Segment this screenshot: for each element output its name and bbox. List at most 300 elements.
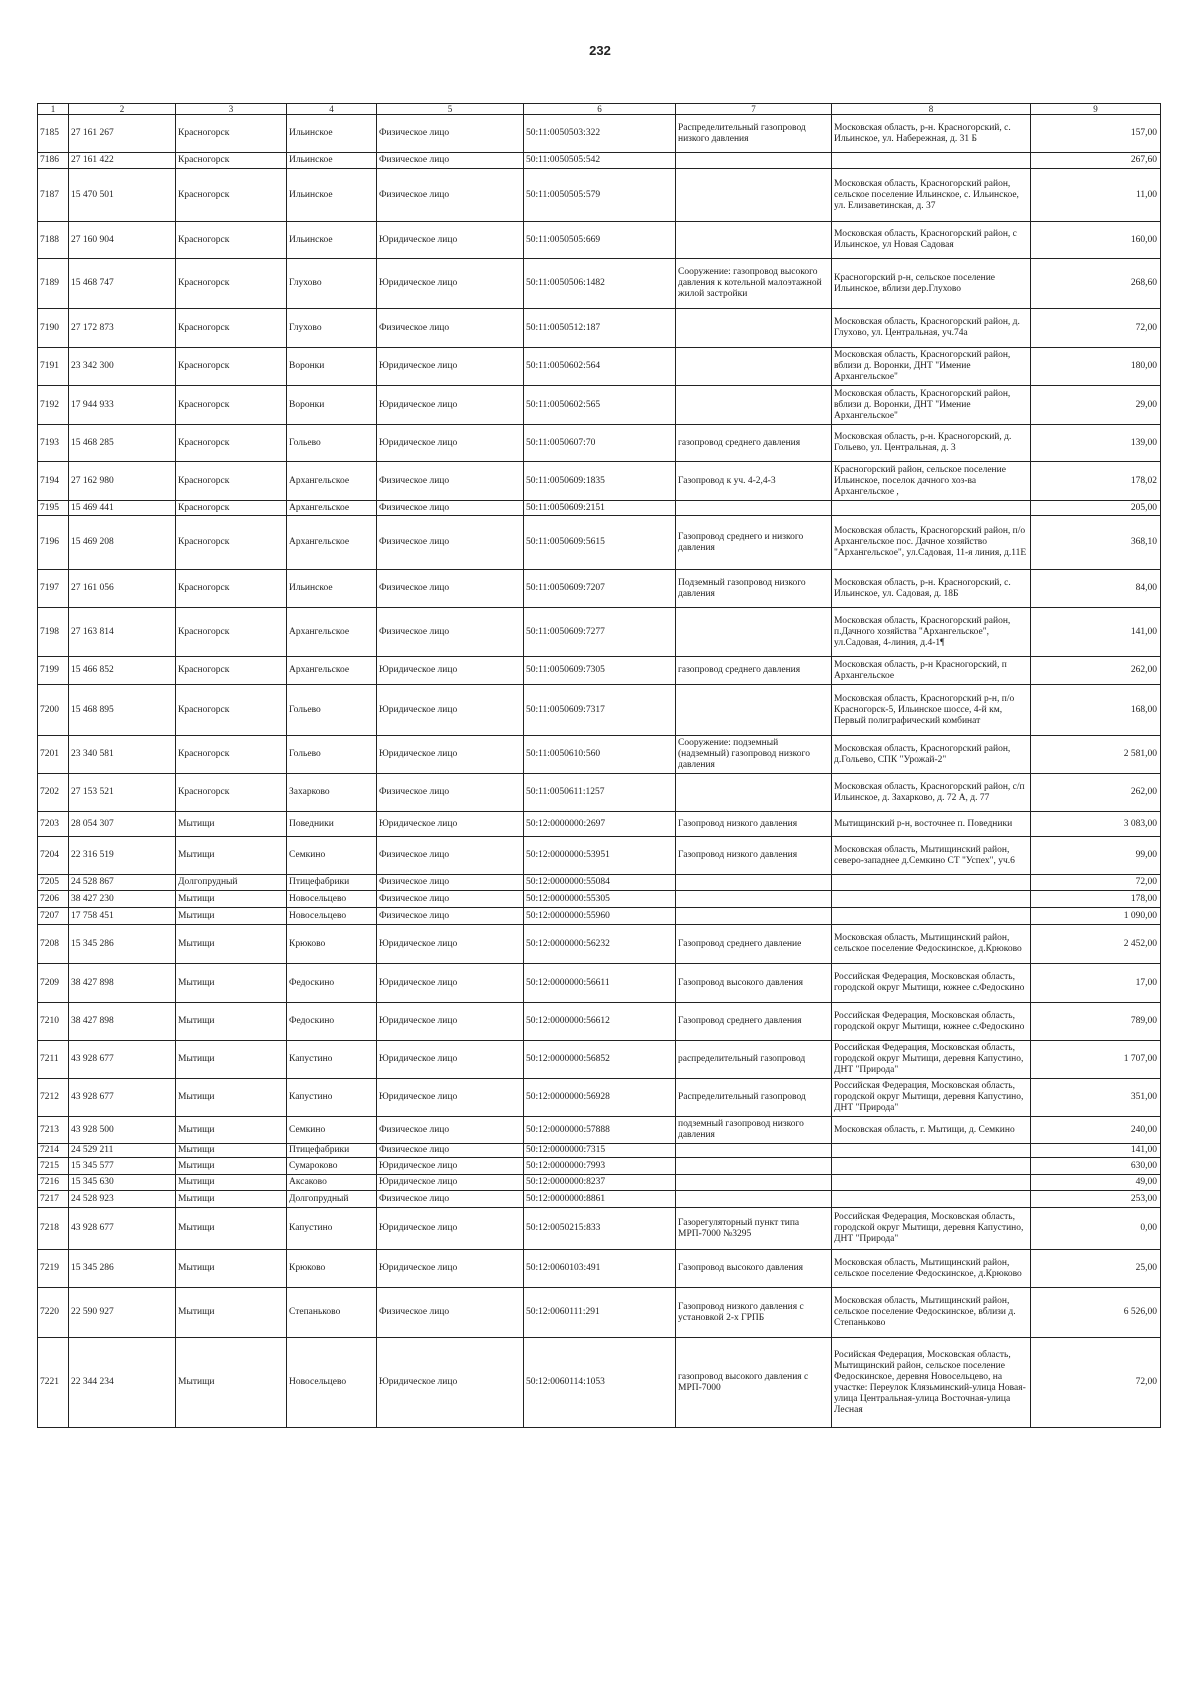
code-cell xyxy=(69,812,176,837)
city-cell xyxy=(176,837,287,875)
code: 27 163 814 xyxy=(71,626,114,637)
locality-cell xyxy=(287,1338,377,1428)
owner-type: Физическое лицо xyxy=(379,583,450,593)
cadastral-number-cell xyxy=(524,516,676,570)
cadastral-number: 50:12:0000000:55084 xyxy=(526,877,610,887)
address: Российская Федерация, Московская область, городской округ Мытищи, деревня Капустино, ДНТ "Природа" xyxy=(834,1212,1024,1244)
address: Московская область, Мытищинский район, сельское поселение Федоскинское, вблизи д. Степаньково xyxy=(834,1296,1016,1328)
owner-type: Физическое лицо xyxy=(379,850,450,860)
row-number: 7206 xyxy=(40,893,59,904)
table-row xyxy=(38,736,1161,774)
locality-cell xyxy=(287,516,377,570)
locality: Архангельское xyxy=(289,665,350,675)
code: 27 172 873 xyxy=(71,322,114,333)
code: 15 469 441 xyxy=(71,502,114,513)
address-cell xyxy=(832,1338,1031,1428)
table-row xyxy=(38,1175,1161,1191)
value: 72,00 xyxy=(1135,1377,1157,1387)
cadastral-number: 50:12:0000000:8861 xyxy=(526,1193,606,1204)
locality: Гольево xyxy=(289,749,321,759)
code-cell xyxy=(69,1041,176,1079)
address-cell xyxy=(832,1003,1031,1041)
table-row xyxy=(38,837,1161,875)
address: Московская область, Красногорский район, с/п Ильинское, д. Захарково, д. 72 А, д. 77 xyxy=(834,781,1025,803)
city-cell xyxy=(176,925,287,964)
code: 15 345 286 xyxy=(71,1263,114,1273)
header-cell xyxy=(38,104,69,115)
locality-cell xyxy=(287,891,377,908)
cadastral-number-cell xyxy=(524,1079,676,1117)
city: Красногорск xyxy=(178,234,230,245)
locality: Капустино xyxy=(289,1223,333,1233)
code-cell xyxy=(69,462,176,501)
code: 15 345 577 xyxy=(71,1160,114,1171)
object-description-cell xyxy=(676,1003,832,1041)
city-cell xyxy=(176,1041,287,1079)
table-row xyxy=(38,386,1161,425)
object-description-cell xyxy=(676,153,832,169)
locality-cell xyxy=(287,570,377,608)
cadastral-number-cell xyxy=(524,685,676,736)
locality-cell xyxy=(287,501,377,516)
address-cell xyxy=(832,425,1031,462)
cadastral-number-cell xyxy=(524,1144,676,1158)
locality-cell xyxy=(287,875,377,891)
address-cell xyxy=(832,774,1031,812)
row-number: 7199 xyxy=(40,665,59,675)
code-cell xyxy=(69,685,176,736)
object-description-cell xyxy=(676,685,832,736)
table-row xyxy=(38,1158,1161,1175)
value-cell xyxy=(1031,1288,1161,1338)
owner-type: Юридическое лицо xyxy=(379,361,458,371)
cadastral-number: 50:11:0050512:187 xyxy=(526,322,601,333)
column-number: 9 xyxy=(1093,104,1098,114)
row-number: 7204 xyxy=(40,850,59,860)
row-number: 7194 xyxy=(40,475,59,486)
table-row xyxy=(38,812,1161,837)
code: 17 944 933 xyxy=(71,399,114,410)
address-cell xyxy=(832,657,1031,685)
row-number-cell xyxy=(38,348,69,386)
code-cell xyxy=(69,964,176,1003)
value-cell xyxy=(1031,774,1161,812)
city-cell xyxy=(176,1191,287,1208)
code-cell xyxy=(69,608,176,657)
code-cell xyxy=(69,875,176,891)
city: Красногорск xyxy=(178,787,230,797)
row-number: 7205 xyxy=(40,877,59,887)
cadastral-number-cell xyxy=(524,891,676,908)
cadastral-number-cell xyxy=(524,908,676,925)
code: 22 344 234 xyxy=(71,1377,114,1387)
table-row xyxy=(38,657,1161,685)
code: 15 345 630 xyxy=(71,1177,114,1187)
row-number: 7221 xyxy=(40,1377,59,1387)
owner-type: Физическое лицо xyxy=(379,155,450,165)
value-cell xyxy=(1031,685,1161,736)
cadastral-number: 50:12:0000000:56852 xyxy=(526,1054,610,1064)
cadastral-number-cell xyxy=(524,1175,676,1191)
code-cell xyxy=(69,169,176,222)
code: 43 928 677 xyxy=(71,1092,114,1102)
owner-type-cell xyxy=(377,222,524,259)
table-row xyxy=(38,462,1161,501)
row-number: 7188 xyxy=(40,234,59,245)
owner-type: Юридическое лицо xyxy=(379,1263,458,1273)
code-cell xyxy=(69,837,176,875)
cadastral-number-cell xyxy=(524,386,676,425)
owner-type: Юридическое лицо xyxy=(379,234,458,245)
locality-cell xyxy=(287,1250,377,1288)
table-row xyxy=(38,774,1161,812)
code-cell xyxy=(69,1158,176,1175)
address: Московская область, Красногорский район, д. Глухово, ул. Центральная, уч.74а xyxy=(834,317,1020,338)
address-cell xyxy=(832,1144,1031,1158)
address-cell xyxy=(832,501,1031,516)
value-cell xyxy=(1031,1117,1161,1144)
city-cell xyxy=(176,908,287,925)
table-row xyxy=(38,608,1161,657)
city-cell xyxy=(176,875,287,891)
owner-type: Физическое лицо xyxy=(379,893,450,904)
owner-type: Юридическое лицо xyxy=(379,1160,458,1171)
row-number: 7202 xyxy=(40,787,59,797)
city-cell xyxy=(176,774,287,812)
address: Московская область, Красногорский район, вблизи д. Воронки, ДНТ "Имение Архангельское" xyxy=(834,350,1011,382)
city: Мытищи xyxy=(178,938,215,949)
row-number: 7220 xyxy=(40,1307,59,1317)
city-cell xyxy=(176,1250,287,1288)
city-cell xyxy=(176,812,287,837)
owner-type-cell xyxy=(377,964,524,1003)
code-cell xyxy=(69,908,176,925)
address-cell xyxy=(832,837,1031,875)
owner-type: Юридическое лицо xyxy=(379,278,458,288)
row-number-cell xyxy=(38,386,69,425)
city-cell xyxy=(176,1079,287,1117)
owner-type-cell xyxy=(377,1338,524,1428)
object-description-cell xyxy=(676,1250,832,1288)
locality-cell xyxy=(287,1208,377,1250)
locality-cell xyxy=(287,348,377,386)
header-cell xyxy=(69,104,176,115)
code-cell xyxy=(69,1191,176,1208)
code: 38 427 230 xyxy=(71,893,114,904)
owner-type: Юридическое лицо xyxy=(379,977,458,988)
object-description: Сооружение: подземный (надземный) газопровод низкого давления xyxy=(678,738,810,770)
owner-type-cell xyxy=(377,685,524,736)
row-number-cell xyxy=(38,1175,69,1191)
address-cell xyxy=(832,222,1031,259)
owner-type: Физическое лицо xyxy=(379,787,450,797)
locality: Новосельцево xyxy=(289,1377,347,1387)
owner-type-cell xyxy=(377,812,524,837)
page-number: 232 xyxy=(589,43,611,58)
address-cell xyxy=(832,1250,1031,1288)
value-cell xyxy=(1031,891,1161,908)
city-cell xyxy=(176,425,287,462)
value-cell xyxy=(1031,1338,1161,1428)
city-cell xyxy=(176,1158,287,1175)
owner-type-cell xyxy=(377,657,524,685)
code-cell xyxy=(69,736,176,774)
object-description-cell xyxy=(676,1117,832,1144)
value: 17,00 xyxy=(1135,977,1157,988)
object-description: Газопровод среднего и низкого давления xyxy=(678,531,804,553)
value-cell xyxy=(1031,348,1161,386)
code: 38 427 898 xyxy=(71,1016,114,1026)
address-cell xyxy=(832,115,1031,153)
header-cell xyxy=(524,104,676,115)
value-cell xyxy=(1031,259,1161,309)
object-description-cell xyxy=(676,348,832,386)
owner-type-cell xyxy=(377,875,524,891)
table-row xyxy=(38,153,1161,169)
table-row xyxy=(38,685,1161,736)
address: Московская область, р-н. Красногорский, д. Гольево, ул. Центральная, д. 3 xyxy=(834,432,1012,453)
locality-cell xyxy=(287,309,377,348)
city: Мытищи xyxy=(178,910,215,921)
city-cell xyxy=(176,501,287,516)
code: 43 928 677 xyxy=(71,1054,114,1064)
city: Мытищи xyxy=(178,1193,215,1204)
address-cell xyxy=(832,1175,1031,1191)
owner-type: Физическое лицо xyxy=(379,1145,450,1155)
cadastral-number: 50:12:0000000:56611 xyxy=(526,977,610,988)
owner-type-cell xyxy=(377,1079,524,1117)
row-number: 7217 xyxy=(40,1193,59,1204)
city: Мытищи xyxy=(178,1263,215,1273)
code: 28 054 307 xyxy=(71,818,114,829)
value: 268,60 xyxy=(1130,278,1157,288)
owner-type: Юридическое лицо xyxy=(379,1054,458,1064)
cadastral-number-cell xyxy=(524,1158,676,1175)
value-cell xyxy=(1031,501,1161,516)
address: Московская область, Красногорский район, сельское поселение Ильинское, с. Ильинское, ул. Елизаветинская, д. 37 xyxy=(834,178,1019,211)
city: Мытищи xyxy=(178,1177,215,1187)
object-description-cell xyxy=(676,1158,832,1175)
owner-type: Юридическое лицо xyxy=(379,749,458,759)
object-description: Газопровод низкого давления xyxy=(678,850,798,860)
owner-type-cell xyxy=(377,1288,524,1338)
locality: Ильинское xyxy=(289,583,333,593)
code-cell xyxy=(69,259,176,309)
code-cell xyxy=(69,891,176,908)
cadastral-number-cell xyxy=(524,1117,676,1144)
locality: Архангельское xyxy=(289,502,350,513)
value-cell xyxy=(1031,115,1161,153)
row-number: 7215 xyxy=(40,1160,59,1171)
table-row xyxy=(38,115,1161,153)
code-cell xyxy=(69,1338,176,1428)
owner-type: Юридическое лицо xyxy=(379,704,458,715)
row-number-cell xyxy=(38,1191,69,1208)
row-number: 7200 xyxy=(40,704,59,715)
cadastral-number: 50:11:0050609:1835 xyxy=(526,475,605,486)
row-number-cell xyxy=(38,1158,69,1175)
address-cell xyxy=(832,1117,1031,1144)
row-number-cell xyxy=(38,259,69,309)
city-cell xyxy=(176,964,287,1003)
cadastral-number: 50:11:0050609:7207 xyxy=(526,583,605,593)
cadastral-number: 50:11:0050610:560 xyxy=(526,749,601,759)
code: 17 758 451 xyxy=(71,910,114,921)
column-number-row xyxy=(38,104,1161,115)
value: 178,02 xyxy=(1130,475,1157,486)
address-cell xyxy=(832,169,1031,222)
value: 240,00 xyxy=(1130,1124,1157,1135)
code-cell xyxy=(69,115,176,153)
owner-type: Юридическое лицо xyxy=(379,1092,458,1102)
cadastral-number: 50:12:0000000:56928 xyxy=(526,1092,610,1102)
value: 141,00 xyxy=(1130,1145,1157,1155)
locality: Ильинское xyxy=(289,189,333,200)
owner-type-cell xyxy=(377,774,524,812)
row-number-cell xyxy=(38,1338,69,1428)
object-description-cell xyxy=(676,169,832,222)
row-number: 7218 xyxy=(40,1223,59,1233)
locality: Архангельское xyxy=(289,537,350,547)
row-number: 7189 xyxy=(40,278,59,288)
cadastral-number: 50:11:0050609:5615 xyxy=(526,537,605,547)
row-number: 7186 xyxy=(40,155,59,165)
code-cell xyxy=(69,1003,176,1041)
object-description: Распределительный газопровод xyxy=(678,1092,806,1102)
cadastral-number: 50:11:0050505:579 xyxy=(526,189,601,200)
code-cell xyxy=(69,501,176,516)
owner-type-cell xyxy=(377,1158,524,1175)
cadastral-number-cell xyxy=(524,501,676,516)
cadastral-number-cell xyxy=(524,812,676,837)
column-number: 8 xyxy=(928,104,934,114)
value-cell xyxy=(1031,309,1161,348)
object-description: Подземный газопровод низкого давления xyxy=(678,577,806,599)
value-cell xyxy=(1031,608,1161,657)
object-description-cell xyxy=(676,608,832,657)
row-number-cell xyxy=(38,153,69,169)
row-number-cell xyxy=(38,222,69,259)
code: 15 466 852 xyxy=(71,665,114,675)
object-description-cell xyxy=(676,774,832,812)
locality-cell xyxy=(287,812,377,837)
table-row xyxy=(38,908,1161,925)
table-row xyxy=(38,570,1161,608)
city-cell xyxy=(176,608,287,657)
locality: Птицефабрики xyxy=(289,1145,350,1155)
value-cell xyxy=(1031,1250,1161,1288)
object-description-cell xyxy=(676,462,832,501)
value: 139,00 xyxy=(1130,437,1157,448)
object-description-cell xyxy=(676,425,832,462)
owner-type: Физическое лицо xyxy=(379,1193,450,1204)
row-number: 7192 xyxy=(40,399,59,410)
code: 15 469 208 xyxy=(71,537,114,547)
value: 262,00 xyxy=(1130,787,1157,797)
row-number-cell xyxy=(38,169,69,222)
locality: Поведники xyxy=(289,818,334,829)
value: 157,00 xyxy=(1130,128,1157,138)
address-cell xyxy=(832,386,1031,425)
table-row xyxy=(38,1208,1161,1250)
code-cell xyxy=(69,222,176,259)
locality-cell xyxy=(287,657,377,685)
city-cell xyxy=(176,462,287,501)
code-cell xyxy=(69,1250,176,1288)
address: Российская Федерация, Московская область, городской округ Мытищи, деревня Капустино, ДНТ "Природа" xyxy=(834,1081,1024,1113)
locality: Капустино xyxy=(289,1054,333,1064)
value: 168,00 xyxy=(1130,704,1157,715)
value: 72,00 xyxy=(1135,877,1157,887)
locality: Крюково xyxy=(289,938,326,949)
row-number: 7198 xyxy=(40,626,59,637)
code: 27 161 422 xyxy=(71,155,114,165)
locality-cell xyxy=(287,1191,377,1208)
cadastral-number: 50:12:0000000:8237 xyxy=(526,1177,606,1187)
locality-cell xyxy=(287,1079,377,1117)
address: Московская область, Мытищинский район, сельское поселение Федоскинское, д.Крюково xyxy=(834,933,1022,954)
cadastral-number: 50:11:0050609:7277 xyxy=(526,626,605,637)
object-description: Газорегуляторный пункт типа МРП-7000 №3295 xyxy=(678,1217,800,1239)
city: Мытищи xyxy=(178,850,215,860)
table-row xyxy=(38,891,1161,908)
locality-cell xyxy=(287,1288,377,1338)
row-number-cell xyxy=(38,309,69,348)
address-cell xyxy=(832,462,1031,501)
value: 205,00 xyxy=(1130,502,1157,513)
code-cell xyxy=(69,309,176,348)
address: Мытищинский р-н, восточнее п. Поведники xyxy=(834,818,1013,829)
locality-cell xyxy=(287,462,377,501)
table-row xyxy=(38,964,1161,1003)
value-cell xyxy=(1031,425,1161,462)
city-cell xyxy=(176,1208,287,1250)
cadastral-number-cell xyxy=(524,115,676,153)
column-number: 1 xyxy=(50,104,56,114)
owner-type-cell xyxy=(377,462,524,501)
cadastral-number: 50:12:0060111:291 xyxy=(526,1307,600,1317)
value-cell xyxy=(1031,1079,1161,1117)
locality-cell xyxy=(287,1117,377,1144)
object-description-cell xyxy=(676,1041,832,1079)
owner-type: Юридическое лицо xyxy=(379,938,458,949)
city: Мытищи xyxy=(178,818,215,829)
owner-type: Юридическое лицо xyxy=(379,1177,458,1187)
object-description-cell xyxy=(676,1288,832,1338)
object-description-cell xyxy=(676,875,832,891)
code-cell xyxy=(69,570,176,608)
value: 29,00 xyxy=(1135,399,1157,410)
locality-cell xyxy=(287,925,377,964)
locality-cell xyxy=(287,608,377,657)
owner-type-cell xyxy=(377,309,524,348)
code-cell xyxy=(69,516,176,570)
code-cell xyxy=(69,1079,176,1117)
city: Красногорск xyxy=(178,189,230,200)
locality-cell xyxy=(287,153,377,169)
city: Мытищи xyxy=(178,977,215,988)
cadastral-number-cell xyxy=(524,222,676,259)
cadastral-number-cell xyxy=(524,1208,676,1250)
code: 15 470 501 xyxy=(71,189,114,200)
cadastral-number: 50:11:0050503:322 xyxy=(526,128,601,138)
value-cell xyxy=(1031,1175,1161,1191)
city: Мытищи xyxy=(178,1160,215,1171)
locality-cell xyxy=(287,1158,377,1175)
address-cell xyxy=(832,309,1031,348)
address-cell xyxy=(832,925,1031,964)
value-cell xyxy=(1031,1158,1161,1175)
